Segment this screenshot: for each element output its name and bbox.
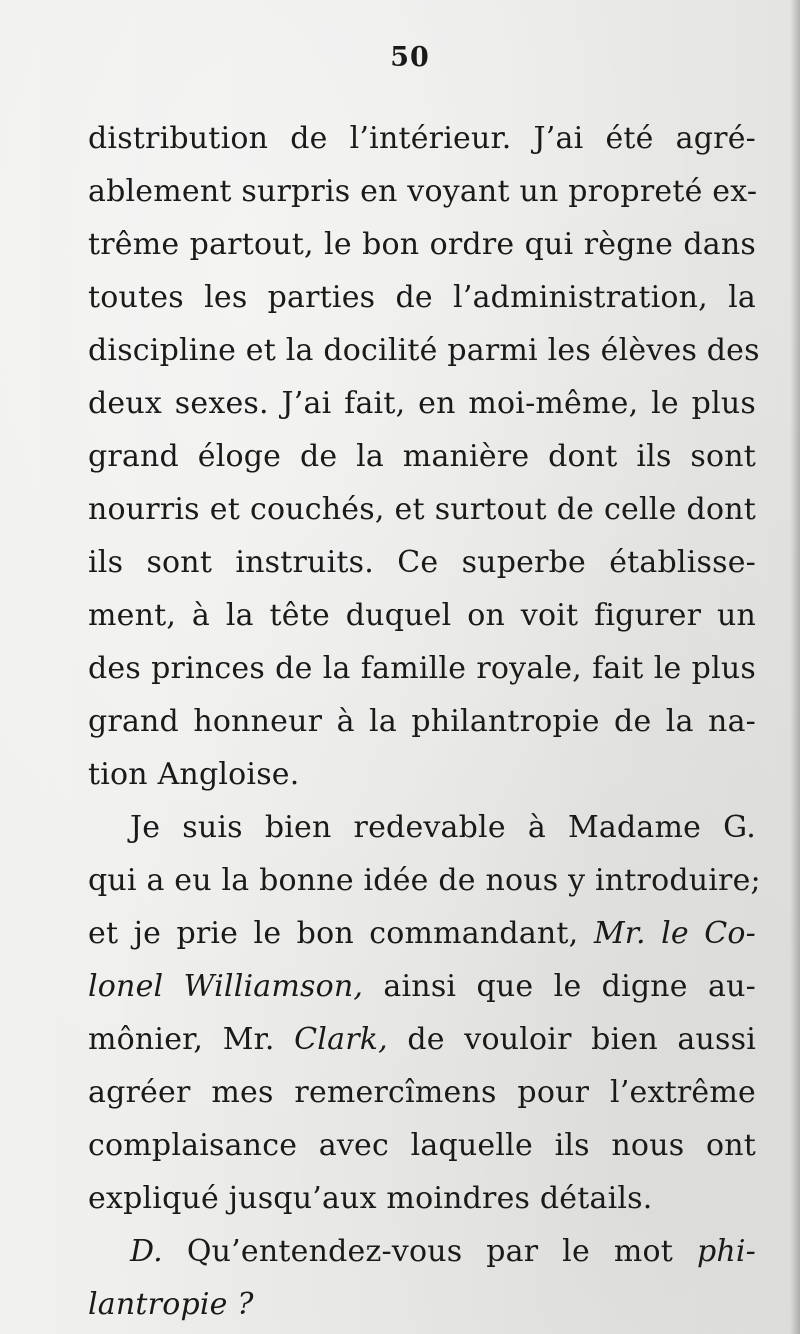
text-line: ils sont instruits. Ce superbe établisse-: [88, 545, 756, 580]
text-line: [88, 1013, 756, 1066]
text-run: et je prie le bon commandant,: [88, 916, 594, 951]
text-line: Je suis bien redevable à Madame G.: [130, 810, 756, 845]
italic-run: Clark,: [294, 1022, 388, 1057]
text-line: [88, 907, 756, 960]
italic-run: lonel Williamson,: [88, 969, 364, 1004]
text-line: complaisance avec laquelle ils nous ont: [88, 1128, 756, 1163]
text-line: trême partout, le bon ordre qui règne dans: [88, 227, 756, 262]
page-edge-shadow: [790, 0, 800, 1334]
text-line: discipline et la docilité parmi les élèves des: [88, 333, 760, 368]
text-line: nourris et couchés, et surtout de celle dont: [88, 492, 756, 527]
text-run: ainsi que le digne au-: [363, 969, 756, 1004]
text-line: ment, à la tête duquel on voit figurer un: [88, 598, 756, 633]
speaker-label: D.: [130, 1234, 163, 1269]
italic-run: Mr. le Co-: [593, 916, 756, 951]
text-line: tion Angloise.: [88, 757, 300, 792]
text-line: agréer mes remercîmens pour l’extrême: [88, 1075, 756, 1110]
italic-run: lantropie ?: [88, 1287, 254, 1322]
text-line: qui a eu la bonne idée de nous y introduire;: [88, 863, 761, 898]
text-run: mônier, Mr.: [88, 1022, 295, 1057]
text-run: de vouloir bien aussi: [387, 1022, 756, 1057]
text-line: distribution de l’intérieur. J’ai été agré-: [88, 121, 756, 156]
text-line: toutes les parties de l’administration, la: [88, 280, 756, 315]
text-run: Qu’entendez-vous par le mot: [162, 1234, 697, 1269]
text-line: [88, 960, 756, 1013]
text-line: ablement surpris en voyant un propreté ex-: [88, 174, 758, 209]
text-line: [88, 1278, 756, 1331]
text-line: deux sexes. J’ai fait, en moi-même, le plus: [88, 386, 756, 421]
italic-run: phi-: [696, 1234, 756, 1269]
body-text: [88, 112, 761, 1331]
page-number: 50: [390, 42, 430, 73]
text-line: grand éloge de la manière dont ils sont: [88, 439, 756, 474]
text-line: des princes de la famille royale, fait le plus: [88, 651, 756, 686]
text-line: expliqué jusqu’aux moindres détails.: [88, 1181, 653, 1216]
text-line: [88, 1225, 756, 1278]
text-line: grand honneur à la philantropie de la na-: [88, 704, 756, 739]
